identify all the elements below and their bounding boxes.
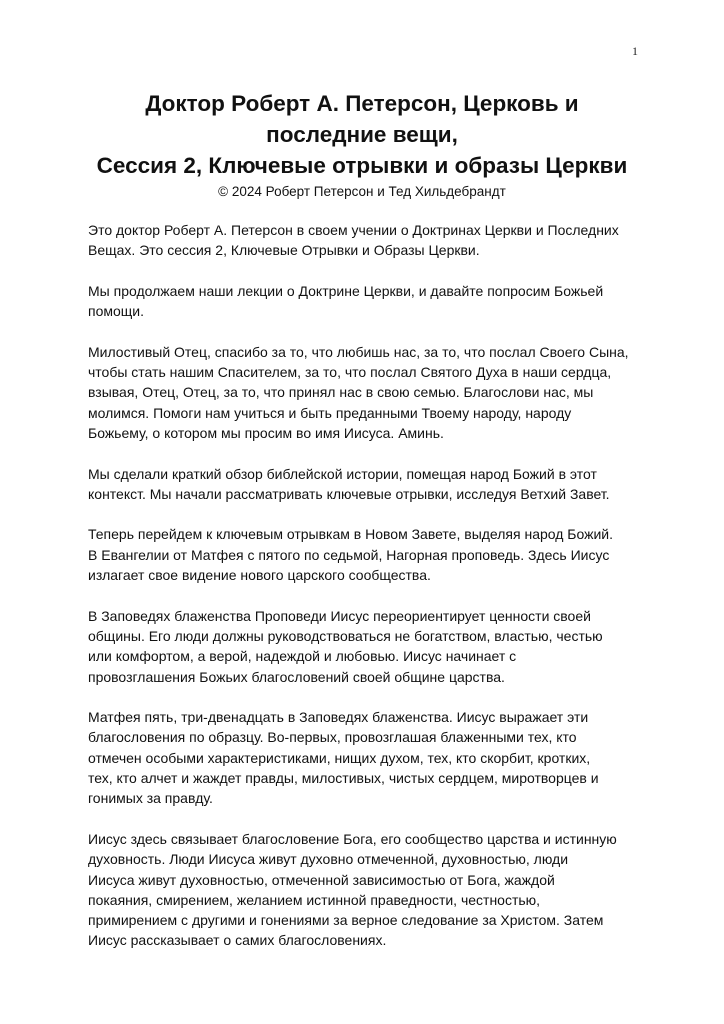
paragraph-line: Матфея пять, три-двенадцать в Заповедях блаженства. Иисус выражает эти bbox=[88, 709, 589, 726]
paragraph-line: духовность. Люди Иисуса живут духовно отмеченной, духовностью, люди bbox=[88, 851, 569, 868]
paragraph-line: примирением с другими и гонениями за верное следование за Христом. Затем bbox=[88, 912, 604, 929]
paragraph-line: Это доктор Роберт А. Петерсон в своем учении о Доктринах Церкви и Последних bbox=[88, 222, 619, 238]
paragraph-line: провозглашения Божьих благословений своей общине царства. bbox=[88, 668, 505, 685]
paragraph-line: чтобы стать нашим Спасителем, за то, что послал Святого Духа в наши сердца, bbox=[88, 364, 612, 381]
paragraph-line: контекст. Мы начали рассматривать ключевые отрывки, исследуя Ветхий Завет. bbox=[88, 485, 610, 502]
paragraph-line: или комфортом, а верой, надеждой и любовью. Иисус начинает с bbox=[88, 648, 517, 665]
title-line: Сессия 2, Ключевые отрывки и образы Церкви bbox=[96, 153, 628, 178]
paragraph-line: Милостивый Отец, спасибо за то, что любишь нас, за то, что послал Своего Сына, bbox=[88, 343, 629, 360]
paragraph-line: Вещах. Это сессия 2, Ключевые Отрывки и Образы Церкви. bbox=[88, 242, 480, 259]
paragraph-line: Мы сделали краткий обзор библейской истории, помещая народ Божий в этот bbox=[88, 465, 597, 482]
copyright-line: © 2024 Роберт Петерсон и Тед Хильдебрандт bbox=[218, 184, 506, 199]
paragraph bbox=[88, 524, 648, 585]
paragraph bbox=[88, 707, 648, 808]
paragraph bbox=[88, 281, 648, 322]
paragraph-line: Мы продолжаем наши лекции о Доктрине Церкви, и давайте попросим Божьей bbox=[88, 282, 604, 299]
paragraph-line: излагает свое видение нового царского сообщества. bbox=[88, 567, 431, 584]
paragraph bbox=[88, 220, 648, 261]
paragraph-line: помощи. bbox=[88, 303, 145, 320]
paragraph-line: Теперь перейдем к ключевым отрывкам в Новом Завете, выделяя народ Божий. bbox=[88, 526, 614, 543]
document-title bbox=[60, 88, 664, 181]
paragraph-line: благословения по образцу. Во-первых, провозглашая блаженными тех, кто bbox=[88, 729, 577, 746]
paragraph-line: покаяния, смирением, желанием истинной праведности, честностью, bbox=[88, 891, 541, 908]
title-line: последние вещи, bbox=[266, 122, 458, 147]
paragraph-line: общины. Его люди должны руководствоваться не богатством, властью, честью bbox=[88, 627, 603, 644]
paragraph bbox=[88, 606, 648, 687]
paragraph-line: гонимых за правду. bbox=[88, 790, 213, 807]
paragraph-line: Иисус здесь связывает благословение Бога, его сообщество царства и истинную bbox=[88, 830, 617, 847]
paragraph-line: молимся. Помоги нам учиться и быть преданными Твоему народу, народу bbox=[88, 404, 572, 421]
paragraph bbox=[88, 829, 648, 951]
paragraph bbox=[88, 464, 648, 505]
title-line: Доктор Роберт А. Петерсон, Церковь и bbox=[145, 91, 579, 116]
paragraph-line: В Заповедях блаженства Проповеди Иисус переориентирует ценности своей bbox=[88, 607, 591, 624]
paragraph-line: Божьему, о котором мы просим во имя Иисуса. Аминь. bbox=[88, 424, 444, 441]
paragraph-line: взывая, Отец, Отец, за то, что принял нас в свою семью. Благослови нас, мы bbox=[88, 384, 594, 401]
document-body bbox=[88, 220, 648, 971]
paragraph-line: Иисуса живут духовностью, отмеченной зависимостью от Бога, жаждой bbox=[88, 871, 555, 888]
page-number: 1 bbox=[632, 44, 638, 58]
paragraph-line: Иисус рассказывает о самих благословениях. bbox=[88, 932, 387, 949]
paragraph-line: тех, кто алчет и жаждет правды, милостивых, чистых сердцем, миротворцев и bbox=[88, 770, 599, 787]
paragraph bbox=[88, 342, 648, 443]
paragraph-line: отмечен особыми характеристиками, нищих духом, тех, кто скорбит, кротких, bbox=[88, 749, 591, 766]
paragraph-line: В Евангелии от Матфея с пятого по седьмой, Нагорная проповедь. Здесь Иисус bbox=[88, 546, 610, 563]
